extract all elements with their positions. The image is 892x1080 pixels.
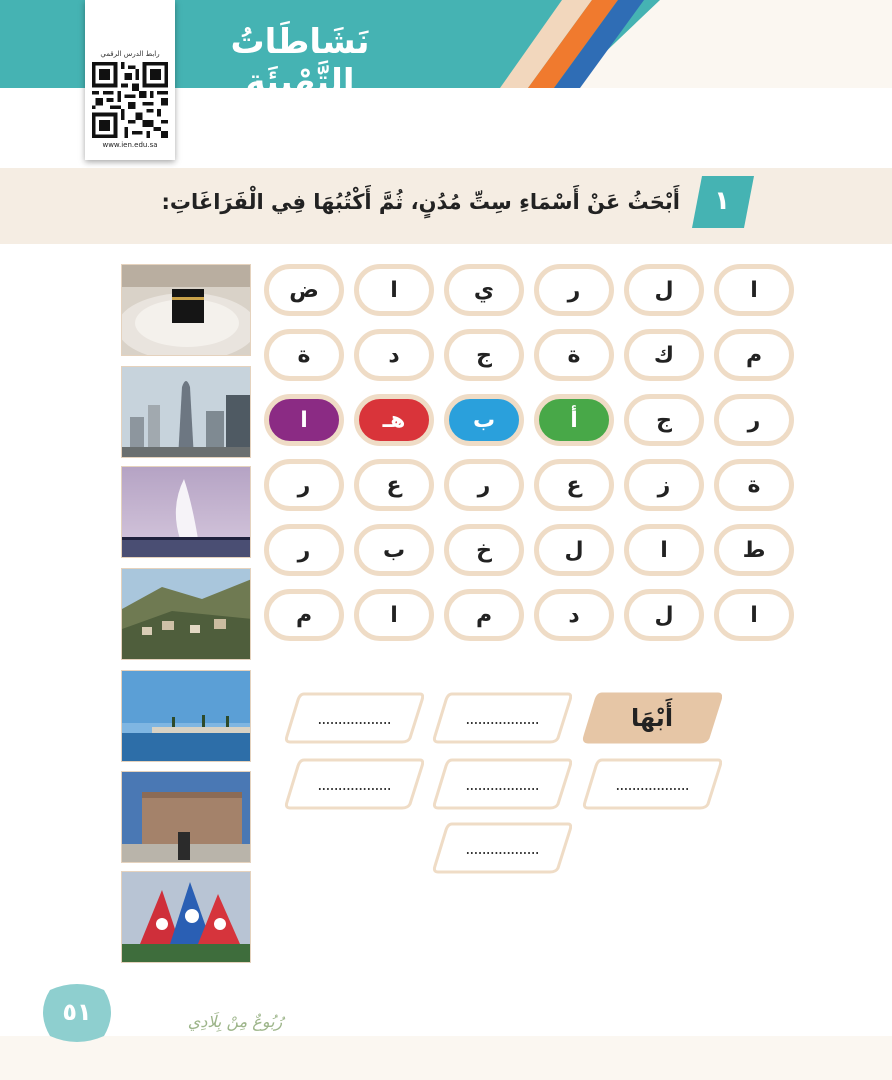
qr-url[interactable]: www.ien.edu.sa	[102, 141, 158, 149]
answer-text: ..................	[615, 774, 689, 794]
letter-cell[interactable]: ر	[714, 394, 794, 446]
letter-cell[interactable]: ج	[444, 329, 524, 381]
answer-blank[interactable]	[284, 692, 424, 744]
answer-text: ..................	[317, 708, 391, 728]
header-stripes	[500, 0, 670, 88]
letter-cell[interactable]: خ	[444, 524, 524, 576]
letter-cell[interactable]: ب	[354, 524, 434, 576]
footer-band	[0, 1036, 892, 1080]
jeddah-fountain-photo	[121, 466, 251, 558]
letter-cell[interactable]: د	[354, 329, 434, 381]
answer-text: ..................	[465, 708, 539, 728]
fort-photo	[121, 771, 251, 863]
answer-text: ..................	[465, 774, 539, 794]
answer-text: أَبْهَا	[630, 704, 674, 732]
unit-name: رُبُوعٌ مِنْ بِلَادِي	[187, 1012, 283, 1031]
letter-cell[interactable]: م	[714, 329, 794, 381]
letter-cell[interactable]: ل	[624, 589, 704, 641]
waterfront-photo	[121, 670, 251, 762]
letter-cell[interactable]: ع	[534, 459, 614, 511]
letter-cell[interactable]: ا	[354, 589, 434, 641]
letter-cell[interactable]: هـ	[354, 394, 434, 446]
letter-cell[interactable]: ا	[354, 264, 434, 316]
question-text: أَبْحَثُ عَنْ أَسْمَاءِ سِتِّ مُدُنٍ، ثُمَّ أَكْتُبُهَا فِي الْفَرَاغَاتِ:	[161, 190, 680, 214]
letter-cell[interactable]: د	[534, 589, 614, 641]
letter-cell[interactable]: ر	[264, 459, 344, 511]
qr-code-icon	[92, 62, 168, 138]
answer-blank[interactable]	[582, 758, 722, 810]
answer-blank[interactable]	[432, 822, 572, 874]
page-number: ٥١	[62, 998, 92, 1026]
letter-cell[interactable]: ض	[264, 264, 344, 316]
answer-example	[582, 692, 722, 744]
page-title: نَشَاطَاتُ التَّهْيِئَةِ	[230, 22, 370, 102]
letter-cell[interactable]: ة	[264, 329, 344, 381]
letter-cell[interactable]: أ	[534, 394, 614, 446]
answer-text: ..................	[317, 774, 391, 794]
letter-cell[interactable]: ع	[354, 459, 434, 511]
letter-cell[interactable]: ا	[624, 524, 704, 576]
qr-card[interactable]	[85, 0, 175, 160]
letter-cell[interactable]: ي	[444, 264, 524, 316]
answer-blank[interactable]	[284, 758, 424, 810]
letter-cell[interactable]: م	[444, 589, 524, 641]
letter-cell[interactable]: ل	[624, 264, 704, 316]
answer-blank[interactable]	[432, 692, 572, 744]
letter-cell[interactable]: ا	[264, 394, 344, 446]
letter-cell[interactable]: ب	[444, 394, 524, 446]
answer-text: ..................	[465, 838, 539, 858]
letter-cell[interactable]: ك	[624, 329, 704, 381]
letter-cell[interactable]: ط	[714, 524, 794, 576]
letter-cell[interactable]: ا	[714, 264, 794, 316]
letter-cell[interactable]: ر	[534, 264, 614, 316]
letter-cell[interactable]: ة	[714, 459, 794, 511]
letter-cell[interactable]: ز	[624, 459, 704, 511]
answer-area	[280, 690, 740, 880]
letter-cell[interactable]: ل	[534, 524, 614, 576]
letter-cell[interactable]: ج	[624, 394, 704, 446]
letter-grid	[258, 264, 794, 654]
qr-label: رابط الدرس الرقمي	[100, 50, 160, 58]
mountain-village-photo	[121, 568, 251, 660]
sail-sculpture-photo	[121, 871, 251, 963]
question-number: ١	[714, 186, 730, 216]
letter-cell[interactable]: ر	[264, 524, 344, 576]
letter-cell[interactable]: ا	[714, 589, 794, 641]
letter-cell[interactable]: ر	[444, 459, 524, 511]
riyadh-skyline-photo	[121, 366, 251, 458]
letter-cell[interactable]: م	[264, 589, 344, 641]
kaaba-photo	[121, 264, 251, 356]
answer-blank[interactable]	[432, 758, 572, 810]
letter-cell[interactable]: ة	[534, 329, 614, 381]
